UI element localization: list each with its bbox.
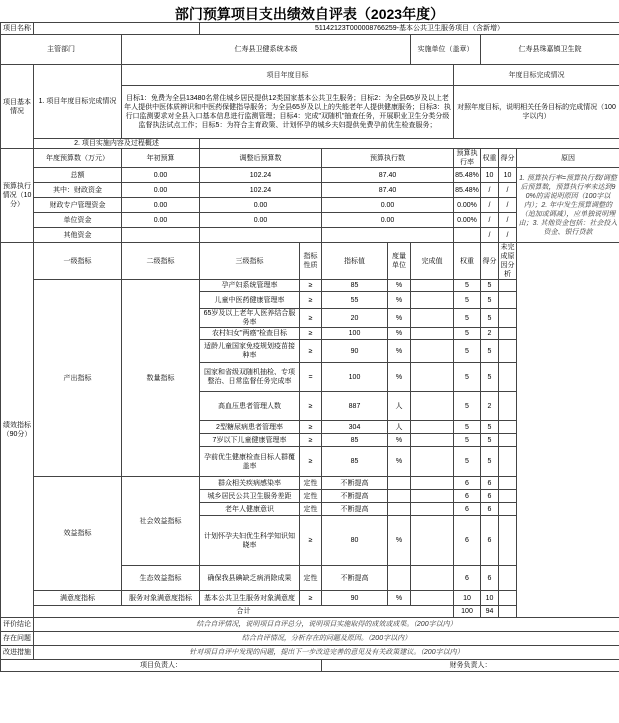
budget-col-header: 预算执行数 (322, 149, 454, 168)
completed-value (411, 516, 454, 566)
level3-indicator: 老年人健康意识 (200, 503, 300, 516)
conclusion-text: 结合自评情况，说明项目自评总分，说明项目实施取得的成效或成果。（200字以内） (34, 618, 619, 632)
dept-label: 主管部门 (1, 35, 122, 65)
indicator-unit (388, 566, 411, 591)
perf-col-header: 未完成原因分析 (500, 244, 515, 278)
indicator-unit (388, 490, 411, 503)
budget-row-label: 其中：财政资金 (34, 183, 122, 198)
evaluation-table (0, 22, 619, 672)
project-name-value: 51142123T000008766259-基本公共卫生服务项目（含新增） (200, 23, 619, 35)
incomplete-reason (499, 447, 517, 477)
performance-header-row (1, 243, 619, 280)
indicator-score: 6 (481, 490, 499, 503)
indicator-nature: 定性 (300, 490, 322, 503)
budget-initial: 0.00 (122, 168, 200, 183)
incomplete-reason (499, 566, 517, 591)
budget-weight: 10 (481, 168, 499, 183)
indicator-score: 6 (481, 503, 499, 516)
incomplete-reason (499, 292, 517, 309)
conclusion-label: 评价结论 (1, 618, 34, 632)
problems-label: 存在问题 (1, 632, 34, 646)
completed-value (411, 292, 454, 309)
indicator-nature: 定性 (300, 566, 322, 591)
indicator-value: 304 (322, 421, 388, 434)
indicator-nature: ≥ (300, 328, 322, 340)
budget-weight: / (481, 228, 499, 243)
indicator-weight: 10 (454, 591, 481, 606)
completed-value (411, 434, 454, 447)
indicator-score: 5 (481, 447, 499, 477)
project-name-label: 项目名称 (1, 23, 34, 35)
completed-value (411, 280, 454, 292)
page-title: 部门预算项目支出绩效自评表（2023年度） (174, 6, 445, 22)
perf-col-header: 得分 (481, 243, 499, 280)
level2-indicator: 社会效益指标 (122, 477, 200, 566)
budget-row (1, 168, 619, 183)
finance-lead-label: 财务负责人： (322, 660, 619, 672)
budget-score: / (499, 198, 517, 213)
improvement-row (1, 646, 619, 660)
impl-unit-label: 实施单位（盖章） (411, 35, 481, 65)
incomplete-reason (499, 434, 517, 447)
incomplete-reason (499, 516, 517, 566)
budget-col-header: 年度预算数（万元） (34, 149, 122, 168)
budget-row-label: 单位资金 (34, 213, 122, 228)
impl-unit-value: 仁寿县珠嘉镇卫生院 (481, 35, 619, 65)
indicator-nature: = (300, 363, 322, 392)
indicator-weight: 5 (454, 292, 481, 309)
performance-section-label: 绩效指标（90分） (1, 243, 34, 618)
project-name-row (1, 23, 619, 35)
incomplete-reason (499, 503, 517, 516)
goal-label: 1. 项目年度目标完成情况 (34, 65, 122, 139)
budget-initial: 0.00 (122, 213, 200, 228)
indicator-nature: ≥ (300, 591, 322, 606)
perf-col-header: 三级指标 (200, 243, 300, 280)
improvement-label: 改进措施 (1, 646, 34, 660)
budget-col-header: 年初预算 (122, 149, 200, 168)
level3-indicator: 孕前优生健康检查目标人群覆盖率 (200, 447, 300, 477)
completed-value (411, 340, 454, 363)
indicator-weight: 6 (454, 566, 481, 591)
indicator-unit: % (388, 280, 411, 292)
budget-initial: 0.00 (122, 198, 200, 213)
incomplete-reason (499, 328, 517, 340)
completed-value (411, 421, 454, 434)
indicator-weight: 6 (454, 503, 481, 516)
level3-indicator: 农村妇女"两癌"检查目标 (200, 328, 300, 340)
budget-executed: 87.40 (322, 168, 454, 183)
budget-section-label: 预算执行情况（10分） (1, 149, 34, 243)
budget-score: 10 (499, 168, 517, 183)
total-score: 94 (481, 606, 499, 618)
indicator-score: 5 (481, 421, 499, 434)
indicator-value: 不断提高 (322, 490, 388, 503)
indicator-unit (388, 477, 411, 490)
indicator-nature: ≥ (300, 292, 322, 309)
level2-indicator: 数量指标 (122, 280, 200, 477)
budget-executed (322, 228, 454, 243)
incomplete-reason (499, 591, 517, 606)
level3-indicator: 计划怀孕夫妇优生科学知识知晓率 (200, 516, 300, 566)
budget-reason-note: 1. 预算执行率=预算执行数/调整后预算数，预算执行率未达到90%的需说明原因（100字以内）；2. 年中发生预算调整的（追加或调减），应单独说明理由；3. 其他资金包括：社会投入资金、银行贷款 (517, 168, 619, 243)
indicator-score: 6 (481, 477, 499, 490)
budget-adjusted: 0.00 (200, 198, 322, 213)
indicator-value: 100 (322, 328, 388, 340)
budget-row-label: 总额 (34, 168, 122, 183)
indicator-weight: 5 (454, 434, 481, 447)
indicator-weight: 5 (454, 340, 481, 363)
indicator-nature: ≥ (300, 447, 322, 477)
completed-value (411, 447, 454, 477)
budget-adjusted (200, 228, 322, 243)
completed-value (411, 566, 454, 591)
indicator-weight: 6 (454, 516, 481, 566)
incomplete-reason (499, 280, 517, 292)
level2-indicator: 服务对象满意度指标 (122, 591, 200, 606)
indicator-nature: ≥ (300, 421, 322, 434)
level3-indicator: 65岁及以上老年人医养结合服务率 (200, 309, 300, 328)
indicator-weight: 6 (454, 477, 481, 490)
indicator-value: 90 (322, 591, 388, 606)
budget-col-header: 得分 (499, 149, 517, 168)
budget-weight: / (481, 198, 499, 213)
indicator-nature: 定性 (300, 503, 322, 516)
budget-score: / (499, 213, 517, 228)
total-label: 合计 (34, 606, 454, 618)
level3-indicator: 儿童中医药健康管理率 (200, 292, 300, 309)
indicator-weight: 5 (454, 447, 481, 477)
budget-weight: / (481, 213, 499, 228)
indicator-value: 90 (322, 340, 388, 363)
problems-text: 结合自评情况，分析存在的问题及原因。（200字以内） (34, 632, 619, 646)
indicator-value: 85 (322, 280, 388, 292)
budget-rate: 0.00% (454, 213, 481, 228)
indicator-unit: % (388, 328, 411, 340)
budget-initial (122, 228, 200, 243)
completed-value (411, 363, 454, 392)
incomplete-reason (499, 340, 517, 363)
incomplete-reason (499, 363, 517, 392)
budget-rate: 85.48% (454, 168, 481, 183)
incomplete-reason (499, 477, 517, 490)
budget-rate (454, 228, 481, 243)
indicator-unit: 人 (388, 392, 411, 421)
perf-col-header: 度量单位 (388, 243, 411, 280)
level1-indicator: 满意度指标 (34, 591, 122, 606)
completed-value (411, 392, 454, 421)
budget-adjusted: 0.00 (200, 213, 322, 228)
indicator-nature: ≥ (300, 280, 322, 292)
conclusion-row (1, 618, 619, 632)
budget-col-header: 调整后预算数 (200, 149, 322, 168)
budget-score: / (499, 228, 517, 243)
dept-value: 仁寿县卫健系统本级 (122, 35, 411, 65)
level3-indicator: 7岁以下儿童健康管理率 (200, 434, 300, 447)
level3-indicator: 孕产妇系统管理率 (200, 280, 300, 292)
indicator-score: 5 (481, 340, 499, 363)
budget-col-header: 原因 (517, 149, 619, 168)
indicator-value: 55 (322, 292, 388, 309)
level1-indicator: 效益指标 (34, 477, 122, 591)
indicator-unit: % (388, 434, 411, 447)
project-lead-label: 项目负责人： (1, 660, 322, 672)
indicator-row (1, 477, 619, 490)
completed-value (411, 309, 454, 328)
budget-col-header: 预算执行率 (454, 149, 481, 168)
indicator-unit: % (388, 591, 411, 606)
total-weight: 100 (454, 606, 481, 618)
indicator-weight: 5 (454, 392, 481, 421)
indicator-score: 10 (481, 591, 499, 606)
total-reason (499, 606, 517, 618)
indicator-score: 5 (481, 309, 499, 328)
indicator-score: 2 (481, 392, 499, 421)
indicator-unit (388, 503, 411, 516)
level3-indicator: 2型糖尿病患者管理率 (200, 421, 300, 434)
indicator-weight: 5 (454, 328, 481, 340)
indicator-score: 5 (481, 434, 499, 447)
indicator-unit: % (388, 292, 411, 309)
indicator-score: 5 (481, 363, 499, 392)
level2-indicator: 生态效益指标 (122, 566, 200, 591)
incomplete-reason (499, 392, 517, 421)
indicator-value: 85 (322, 447, 388, 477)
indicator-unit: % (388, 309, 411, 328)
indicator-weight: 6 (454, 490, 481, 503)
completed-value (411, 477, 454, 490)
budget-col-header: 权重 (481, 149, 499, 168)
budget-initial: 0.00 (122, 183, 200, 198)
indicator-weight: 5 (454, 280, 481, 292)
indicator-value: 不断提高 (322, 566, 388, 591)
incomplete-reason (499, 309, 517, 328)
level3-indicator: 基本公共卫生服务对象满意度 (200, 591, 300, 606)
indicator-row (1, 280, 619, 292)
budget-executed: 0.00 (322, 213, 454, 228)
indicator-nature: ≥ (300, 434, 322, 447)
indicator-row (1, 591, 619, 606)
indicator-score: 5 (481, 292, 499, 309)
indicator-nature: ≥ (300, 340, 322, 363)
completed-value (411, 503, 454, 516)
budget-weight: / (481, 183, 499, 198)
level3-indicator: 群众相关疾病感染率 (200, 477, 300, 490)
completed-value (411, 328, 454, 340)
perf-col-header: 一级指标 (34, 243, 122, 280)
goal-text: 目标1：免费为全县13480名常住城乡居民提供12类国家基本公共卫生服务；目标2：为全县65岁及以上老年人提供中医体质辨识和中医药保健指导服务；为全县65岁及以上的失能老年人提供健康服务；目标3：执行口监测要求对全县入口基本信息进行监测管理；目标4：完成"双随机"抽查任务，开展职业卫生分类分级监督执法试点工作；目标5：为符合主育政策、计划怀孕的城乡夫妇提供免费孕前优生检查服务； (122, 86, 454, 139)
goal-header: 项目年度目标 (122, 65, 454, 86)
level3-indicator: 国家和省级双随机抽检、专项整治、日常监督任务完成率 (200, 363, 300, 392)
indicator-unit: % (388, 340, 411, 363)
improvement-text: 针对项目自评中发现的问题，提出下一步改进完善的意见及有关政策建议。（200字以内） (34, 646, 619, 660)
completion-text: 对照年度目标，说明相关任务目标的完成情况（100字以内） (454, 86, 619, 139)
indicator-nature: 定性 (300, 477, 322, 490)
indicator-weight: 5 (454, 309, 481, 328)
indicator-nature: ≥ (300, 392, 322, 421)
indicator-unit: % (388, 447, 411, 477)
indicator-weight: 5 (454, 421, 481, 434)
problems-row (1, 632, 619, 646)
level3-indicator: 城乡居民公共卫生服务差距 (200, 490, 300, 503)
budget-adjusted: 102.24 (200, 168, 322, 183)
indicator-unit: % (388, 363, 411, 392)
indicator-nature: ≥ (300, 309, 322, 328)
indicator-value: 887 (322, 392, 388, 421)
indicator-nature: ≥ (300, 516, 322, 566)
impl-content-label: 2. 项目实施内容及过程概述 (34, 139, 200, 149)
completed-value (411, 490, 454, 503)
footer-row (1, 660, 619, 672)
indicator-value: 不断提高 (322, 503, 388, 516)
perf-col-header: 权重 (454, 243, 481, 280)
department-row (1, 35, 619, 65)
completed-value (411, 591, 454, 606)
level3-indicator: 高血压患者管理人数 (200, 392, 300, 421)
budget-rate: 0.00% (454, 198, 481, 213)
level1-indicator: 产出指标 (34, 280, 122, 477)
budget-adjusted: 102.24 (200, 183, 322, 198)
indicator-unit: % (388, 516, 411, 566)
perf-col-header: 指标性质 (300, 243, 322, 280)
incomplete-reason (499, 421, 517, 434)
indicator-score: 6 (481, 566, 499, 591)
indicator-unit: 人 (388, 421, 411, 434)
budget-score: / (499, 183, 517, 198)
indicator-value: 不断提高 (322, 477, 388, 490)
indicator-value: 100 (322, 363, 388, 392)
budget-executed: 0.00 (322, 198, 454, 213)
indicator-weight: 5 (454, 363, 481, 392)
incomplete-reason (499, 490, 517, 503)
budget-row-label: 其他资金 (34, 228, 122, 243)
budget-header-row (1, 149, 619, 168)
perf-col-header: 二级指标 (122, 243, 200, 280)
indicator-value: 85 (322, 434, 388, 447)
basic-section-label: 项目基本情况 (1, 65, 34, 149)
level3-indicator: 适龄儿童国家免疫规划疫苗接种率 (200, 340, 300, 363)
indicator-score: 2 (481, 328, 499, 340)
perf-col-header: 指标值 (322, 243, 388, 280)
indicator-score: 5 (481, 280, 499, 292)
budget-row-label: 财政专户管理资金 (34, 198, 122, 213)
completion-header: 年度目标完成情况 (454, 65, 619, 86)
perf-col-header: 完成值 (411, 243, 454, 280)
budget-executed: 87.40 (322, 183, 454, 198)
budget-rate: 85.48% (454, 183, 481, 198)
indicator-score: 6 (481, 516, 499, 566)
level3-indicator: 确保我县碘缺乏病消除成果 (200, 566, 300, 591)
indicator-value: 80 (322, 516, 388, 566)
total-row (1, 606, 619, 618)
indicator-value: 20 (322, 309, 388, 328)
